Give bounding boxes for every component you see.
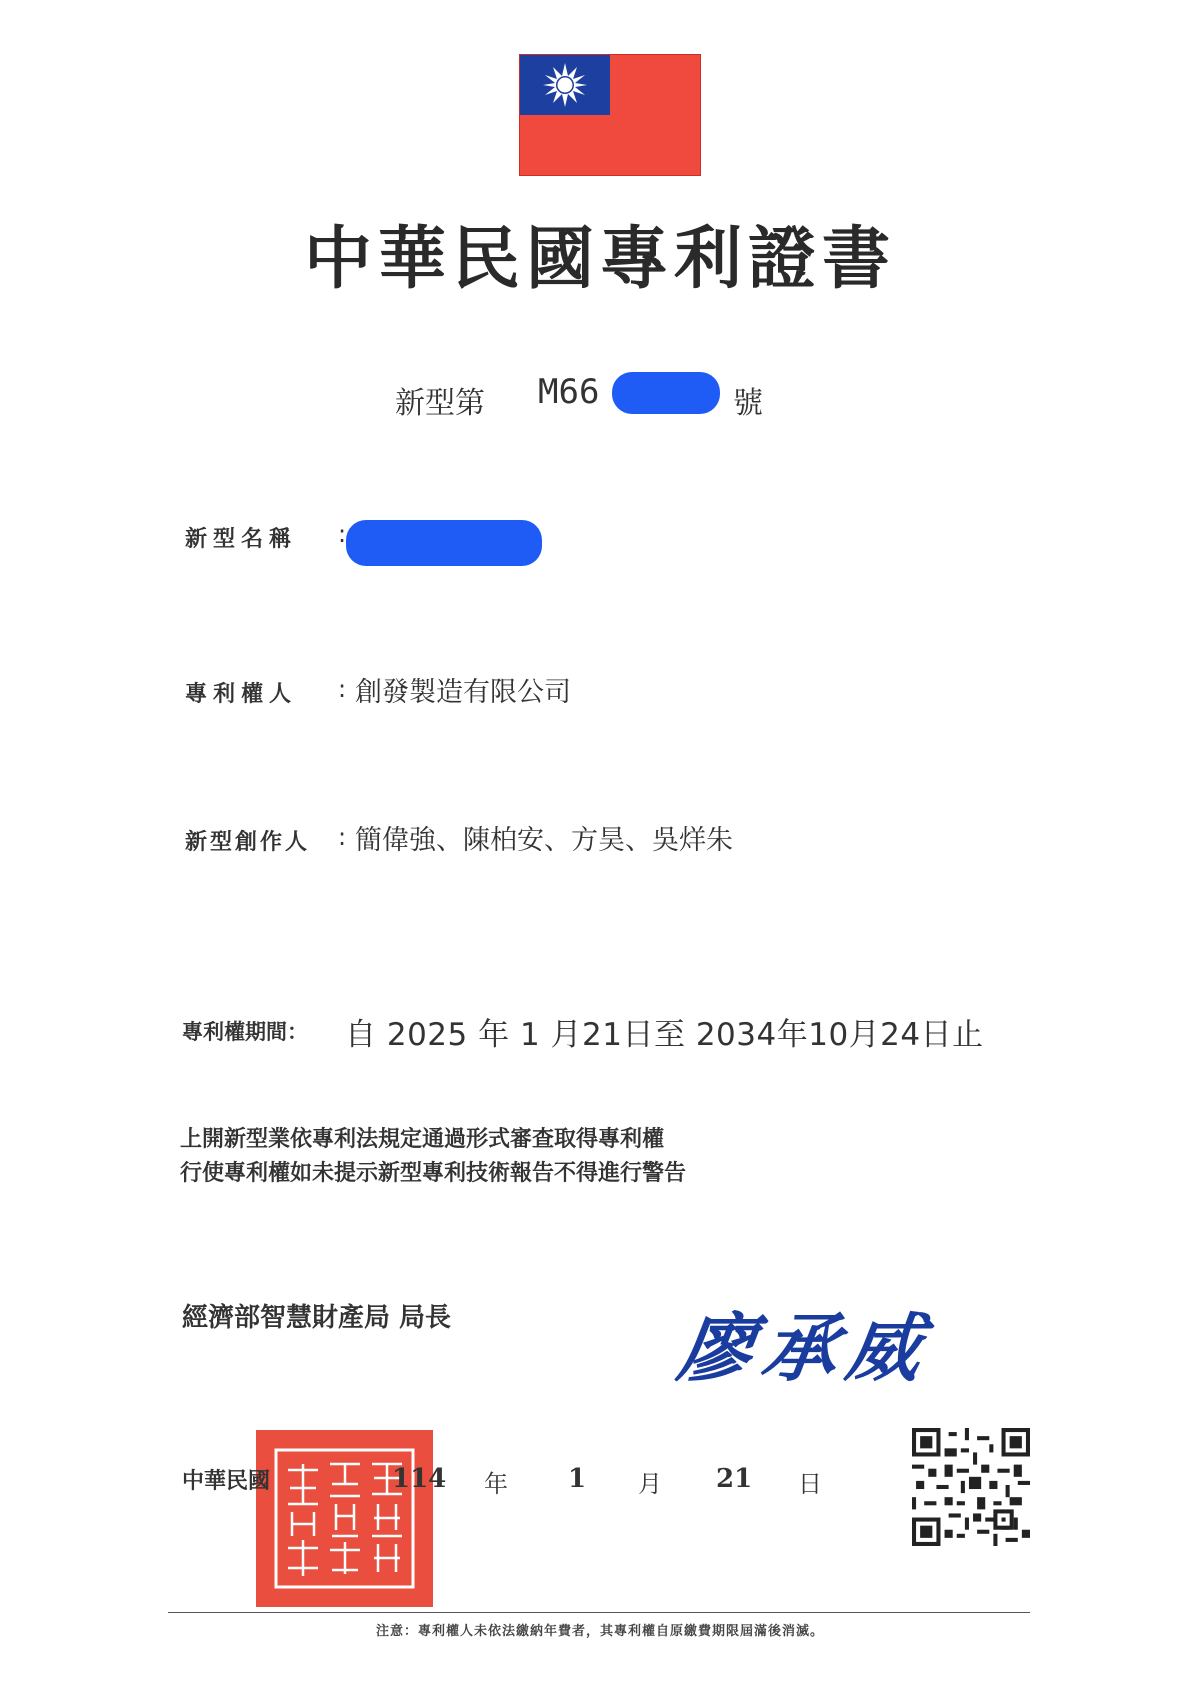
date-year-unit: 年 (484, 1470, 508, 1498)
patent-period-label: 專利權期間： (182, 1020, 308, 1044)
patent-period-value: 自 2025 年 1 月21日至 2034年10月24日止 (345, 1017, 984, 1053)
footer-divider (168, 1612, 1030, 1613)
redaction-mark-serial (612, 372, 720, 414)
certificate-title: 中華民國專利證書 (303, 219, 896, 299)
field-value-creators: 簡偉強、陳柏安、方昊、吳烊朱 (355, 825, 733, 856)
colon: : (338, 520, 347, 548)
redaction-mark-name (346, 520, 542, 566)
field-label-patentee: 專利權人 (185, 682, 298, 707)
date-month: 1 (568, 1464, 587, 1494)
colon: : (338, 823, 347, 851)
official-seal (256, 1430, 433, 1607)
serial-suffix: 號 (733, 386, 763, 421)
serial-number: M66 (538, 372, 600, 412)
date-day: 21 (716, 1464, 753, 1494)
director-signature: 廖承威 (673, 1306, 938, 1392)
field-label-creators: 新型創作人 (185, 830, 311, 855)
notice-line-1: 上開新型業依專利法規定通過形式審查取得專利權 (180, 1127, 665, 1152)
issuing-office: 經濟部智慧財產局 局長 (182, 1303, 452, 1333)
sun-icon (520, 55, 610, 115)
footnote: 注意：專利權人未依法繳納年費者，其專利權自原繳費期限屆滿後消滅。 (375, 1624, 824, 1639)
date-year: 114 (392, 1464, 447, 1494)
date-month-unit: 月 (638, 1470, 662, 1498)
notice-line-2: 行使專利權如未提示新型專利技術報告不得進行警告 (180, 1161, 687, 1186)
flag-emblem (519, 54, 701, 176)
date-era: 中華民國 (182, 1469, 271, 1494)
serial-prefix: 新型第 (395, 386, 485, 421)
field-value-patentee: 創發製造有限公司 (355, 677, 571, 708)
colon: : (338, 675, 347, 703)
field-label-model-name: 新型名稱 (185, 527, 298, 552)
date-day-unit: 日 (798, 1470, 822, 1498)
qr-code (912, 1428, 1030, 1546)
